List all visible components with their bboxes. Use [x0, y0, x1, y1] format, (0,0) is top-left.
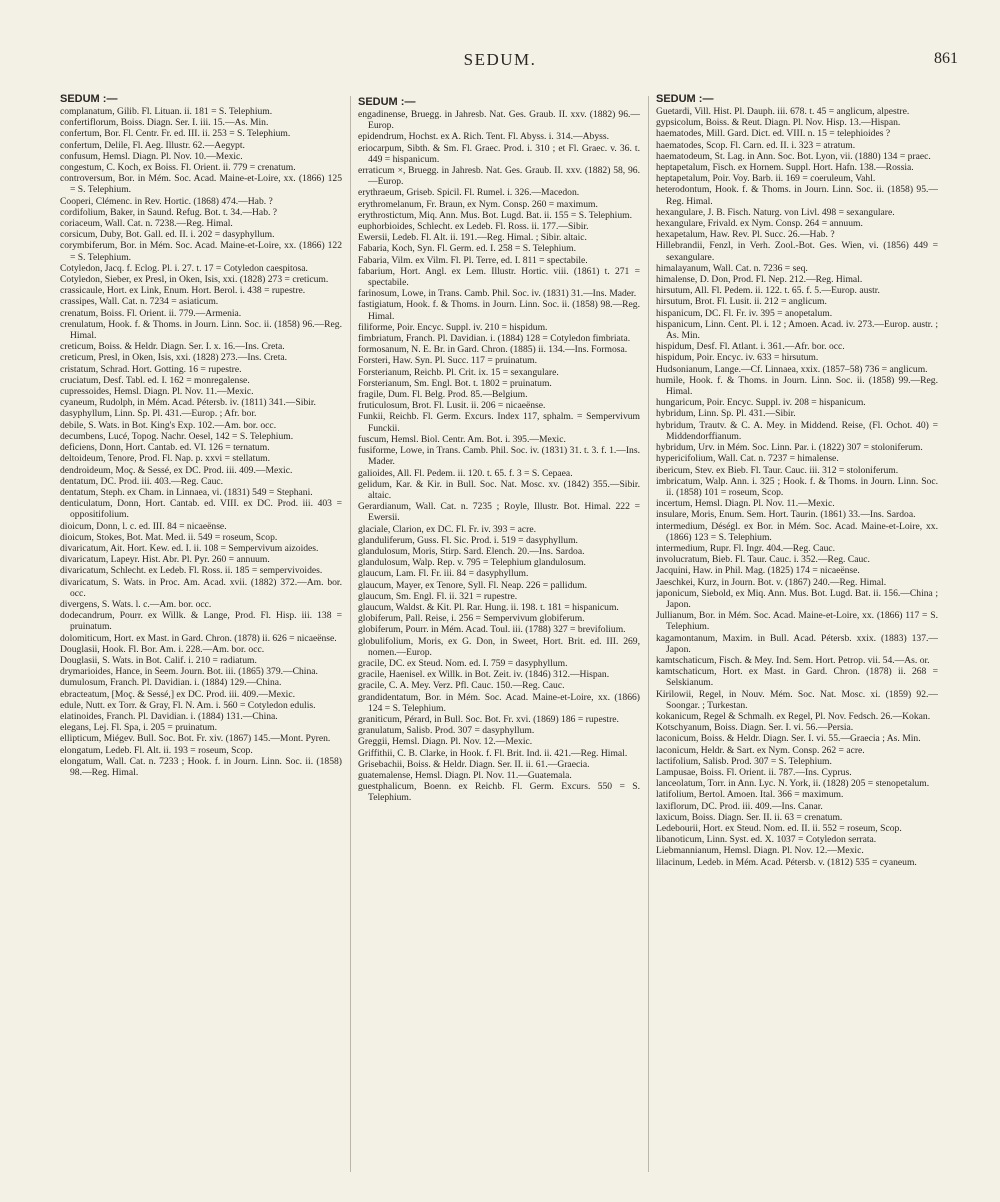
index-entry: hexangulare, Frivald. ex Nym. Consp. 264 = annuum. [656, 218, 863, 230]
index-entry: glaciale, Clarion, ex DC. Fl. Fr. iv. 393 = acre. [358, 523, 536, 535]
index-entry: cordifolium, Baker, in Saund. Refug. Bot. t. 34.—Hab. ? [60, 206, 278, 218]
index-entry: creticum, Boiss. & Heldr. Diagn. Ser. I. x. 16.—Ins. Creta. [60, 341, 285, 353]
index-entry: filiforme, Poir. Encyc. Suppl. iv. 210 = hispidum. [358, 321, 548, 333]
index-entry: denticulatum, Donn, Hort. Cantab. ed. VIII. ex DC. Prod. iii. 403 = oppositifolium. [60, 498, 342, 521]
index-entry: haematodes, Mill. Gard. Dict. ed. VIII. n. 15 = telephioides ? [656, 128, 891, 140]
index-entry: hybridum, Linn. Sp. Pl. 431.—Sibir. [656, 408, 796, 420]
index-entry: Forsterianum, Sm. Engl. Bot. t. 1802 = pruinatum. [358, 377, 552, 389]
index-entry: Funkii, Reichb. Fl. Germ. Excurs. Index 117, sphalm. = Sempervivum Funckii. [358, 411, 640, 434]
index-entry: fragile, Dum. Fl. Belg. Prod. 85.—Belgium. [358, 389, 528, 401]
column-divider [648, 96, 649, 1172]
index-entry: deltoideum, Tenore, Prod. Fl. Nap. p. xxvi = stellatum. [60, 453, 271, 465]
index-entry: fimbriatum, Franch. Pl. Davidian. i. (1884) 128 = Cotyledon fimbriata. [358, 333, 631, 345]
index-entry: farinosum, Lowe, in Trans. Camb. Phil. Soc. iv. (1831) 31.—Ins. Mader. [358, 288, 637, 300]
entry-list [656, 106, 938, 868]
index-entry: Fabaria, Vilm. ex Vilm. Fl. Pl. Terre, ed. I. 811 = spectabile. [358, 254, 588, 266]
index-entry: Gerardianum, Wall. Cat. n. 7235 ; Royle, Illustr. Bot. Himal. 222 = Ewersii. [358, 501, 640, 524]
index-entry: glaucum, Waldst. & Kit. Pl. Rar. Hung. ii. 198. t. 181 = hispanicum. [358, 601, 619, 613]
index-entry: erythromelanum, Fr. Braun, ex Nym. Consp. 260 = maximum. [358, 198, 598, 210]
index-entry: Douglasii, S. Wats. in Bot. Calif. i. 210 = radiatum. [60, 654, 257, 666]
index-entry: Cooperi, Clémenc. in Rev. Hortic. (1868) 474.—Hab. ? [60, 195, 273, 207]
index-entry: laconicum, Boiss. & Heldr. Diagn. Ser. I. vi. 55.—Graecia ; As. Min. [656, 733, 921, 745]
index-entry: himalense, D. Don, Prod. Fl. Nep. 212.—Reg. Himal. [656, 274, 863, 286]
index-entry: gracile, DC. ex Steud. Nom. ed. I. 759 = dasyphyllum. [358, 657, 568, 669]
index-entry: crenulatum, Hook. f. & Thoms. in Journ. Linn. Soc. ii. (1858) 96.—Reg. Himal. [60, 318, 342, 342]
index-entry: creticum, Presl, in Oken, Isis, xxi. (1828) 273.—Ins. Creta. [60, 352, 288, 364]
index-entry: granulatum, Salisb. Prod. 307 = dasyphyllum. [358, 725, 535, 737]
index-entry: elongatum, Wall. Cat. n. 7233 ; Hook. f. in Journ. Linn. Soc. ii. (1858) 98.—Reg. Himal. [60, 755, 342, 778]
index-entry: gracile, C. A. Mey. Verz. Pfl. Cauc. 150.—Reg. Cauc. [358, 680, 565, 692]
index-entry: dodecandrum, Pourr. ex Willk. & Lange, Prod. Fl. Hisp. iii. 138 = pruinatum. [60, 610, 342, 633]
index-entry: divaricatum, S. Wats. in Proc. Am. Acad. xvii. (1882) 372.—Am. bor. occ. [60, 576, 342, 599]
index-entry: euphorbioides, Schlecht. ex Ledeb. Fl. Ross. ii. 177.—Sibir. [358, 221, 589, 233]
index-entry: dendroideum, Moç. & Sessé, ex DC. Prod. iii. 409.—Mexic. [60, 464, 293, 476]
index-entry: confusum, Hemsl. Diagn. Pl. Nov. 10.—Mexic. [60, 150, 243, 162]
index-entry: confertiflorum, Boiss. Diagn. Ser. I. iii. 15.—As. Min. [60, 117, 269, 129]
index-entry: erraticum ×, Bruegg. in Jahresb. Nat. Ges. Graub. II. xxv. (1882) 58, 96.—Europ. [358, 165, 640, 188]
index-entry: globiferum, Pall. Reise, i. 256 = Sempervivum globiferum. [358, 613, 585, 625]
index-entry: lanceolatum, Torr. in Ann. Lyc. N. York, ii. (1828) 205 = stenopetalum. [656, 778, 930, 790]
index-entry: Cotyledon, Sieber, ex Presl, in Oken, Isis, xxi. (1828) 273 = creticum. [60, 274, 329, 286]
index-entry: cupressoides, Hemsl. Diagn. Pl. Nov. 11.—Mexic. [60, 386, 254, 398]
index-entry: Jaeschkei, Kurz, in Journ. Bot. v. (1867) 240.—Reg. Himal. [656, 576, 887, 588]
index-entry: incertum, Hemsl. Diagn. Pl. Nov. 11.—Mexic. [656, 498, 835, 510]
index-entry: insulare, Moris, Enum. Sem. Hort. Taurin. (1861) 33.—Ins. Sardoa. [656, 509, 916, 521]
index-entry: Ledebourii, Hort. ex Steud. Nom. ed. II. ii. 552 = roseum, Scop. [656, 823, 902, 834]
index-entry: crassicaule, Hort. ex Link, Enum. Hort. Berol. i. 438 = rupestre. [60, 285, 306, 297]
index-entry: cyaneum, Rudolph, in Mém. Acad. Pétersb. iv. (1811) 341.—Sibir. [60, 397, 316, 409]
running-head [0, 50, 1000, 74]
index-entry: confertum, Bor. Fl. Centr. Fr. ed. III. ii. 253 = S. Telephium. [60, 128, 291, 140]
index-entry: himalayanum, Wall. Cat. n. 7236 = seq. [656, 262, 808, 274]
index-entry: Forsterianum, Reichb. Pl. Crit. ix. 15 = sexangulare. [358, 366, 559, 378]
index-entry: elongatum, Ledeb. Fl. Alt. ii. 193 = roseum, Scop. [60, 744, 253, 756]
index-entry: crassipes, Wall. Cat. n. 7234 = asiaticum. [60, 296, 219, 308]
entry-list [358, 109, 640, 804]
index-entry: Douglasii, Hook. Fl. Bor. Am. i. 228.—Am. bor. occ. [60, 643, 265, 655]
index-entry: ellipticum, Miégev. Bull. Soc. Bot. Fr. xiv. (1867) 145.—Mont. Pyren. [60, 733, 331, 745]
index-entry: complanatum, Gilib. Fl. Lituan. ii. 181 = S. Telephium. [60, 106, 273, 117]
index-entry: heptapetalum, Fisch. ex Hornem. Suppl. Hort. Hafn. 138.—Rossia. [656, 162, 914, 174]
index-entry: galioides, All. Fl. Pedem. ii. 120. t. 65. f. 3 = S. Cepaea. [358, 467, 573, 479]
index-entry: ibericum, Stev. ex Bieb. Fl. Taur. Cauc. iii. 312 = stoloniferum. [656, 464, 899, 476]
index-entry: elatinoides, Franch. Pl. Davidian. i. (1884) 131.—China. [60, 710, 278, 722]
index-entry: hispanicum, DC. Fl. Fr. iv. 395 = anopetalum. [656, 307, 833, 319]
index-entry: imbricatum, Walp. Ann. i. 325 ; Hook. f. & Thoms. in Journ. Linn. Soc. ii. (1858) 101 = roseum, Scop. [656, 475, 938, 498]
index-entry: glaucum, Lam. Fl. Fr. iii. 84 = dasyphyllum. [358, 568, 529, 580]
index-column-3 [656, 93, 938, 1174]
index-entry: Greggii, Hemsl. Diagn. Pl. Nov. 12.—Mexic. [358, 736, 533, 748]
index-entry: cruciatum, Desf. Tabl. ed. I. 162 = monregalense. [60, 374, 250, 386]
index-entry: laconicum, Heldr. & Sart. ex Nym. Consp. 262 = acre. [656, 744, 865, 756]
index-entry: hybridum, Urv. in Mém. Soc. Linn. Par. i. (1822) 307 = stoloniferum. [656, 442, 923, 454]
index-entry: gelidum, Kar. & Kir. in Bull. Soc. Nat. Mosc. xv. (1842) 355.—Sibir. altaic. [358, 478, 640, 501]
index-entry: haematodeum, St. Lag. in Ann. Soc. Bot. Lyon, vii. (1880) 134 = praec. [656, 150, 931, 162]
index-entry: lilacinum, Ledeb. in Mém. Acad. Pétersb. v. (1812) 535 = cyaneum. [656, 856, 917, 868]
page-number: 861 [934, 50, 958, 67]
index-entry: debile, S. Wats. in Bot. King's Exp. 102.—Am. bor. occ. [60, 419, 277, 431]
genus-heading: SEDUM :— [656, 93, 714, 105]
index-entry: graniticum, Pérard, in Bull. Soc. Bot. Fr. xvi. (1869) 186 = rupestre. [358, 713, 619, 725]
index-entry: guatemalense, Hemsl. Diagn. Pl. Nov. 11.—Guatemala. [358, 769, 572, 781]
index-entry: Jacquini, Haw. in Phil. Mag. (1825) 174 = nicaeënse. [656, 565, 860, 577]
index-entry: hirsutum, All. Fl. Pedem. ii. 122. t. 65. f. 5.—Europ. austr. [656, 285, 880, 297]
index-entry: kokanicum, Regel & Schmalh. ex Regel, Pl. Nov. Fedsch. 26.—Kokan. [656, 710, 931, 722]
index-entry: glandulosum, Moris, Stirp. Sard. Elench. 20.—Ins. Sardoa. [358, 545, 585, 557]
index-entry: drymarioides, Hance, in Seem. Journ. Bot. iii. (1865) 379.—China. [60, 666, 318, 678]
running-title: SEDUM. [463, 50, 537, 69]
index-entry: kamtschaticum, Hort. ex Mast. in Gard. Chron. (1878) ii. 268 = Selskianum. [656, 666, 938, 689]
index-entry: Ewersii, Ledeb. Fl. Alt. ii. 191.—Reg. Himal. ; Sibir. altaic. [358, 232, 587, 244]
index-entry: libanoticum, Linn. Syst. ed. X. 1037 = Cotyledon serrata. [656, 834, 877, 846]
index-entry: crenatum, Boiss. Fl. Orient. ii. 779.—Armenia. [60, 307, 242, 319]
index-entry: lactifolium, Salisb. Prod. 307 = S. Telephium. [656, 755, 832, 767]
index-entry: dentatum, Steph. ex Cham. in Linnaea, vi. (1831) 549 = Stephani. [60, 486, 313, 498]
index-entry: fusiforme, Lowe, in Trans. Camb. Phil. Soc. iv. (1831) 31. t. 3. f. 1.—Ins. Mader. [358, 445, 640, 468]
index-entry: glandulosum, Walp. Rep. v. 795 = Telephium glandulosum. [358, 557, 586, 569]
index-entry: japonicum, Siebold, ex Miq. Ann. Mus. Bot. Lugd. Bat. ii. 156.—China ; Japon. [656, 587, 938, 610]
index-entry: Grisebachii, Boiss. & Heldr. Diagn. Ser. II. ii. 61.—Graecia. [358, 758, 590, 770]
index-entry: eriocarpum, Sibth. & Sm. Fl. Graec. Prod. i. 310 ; et Fl. Graec. v. 36. t. 449 = hispanicum. [358, 142, 640, 165]
column-divider [350, 96, 351, 1172]
index-entry: kagamontanum, Maxim. in Bull. Acad. Pétersb. xxix. (1883) 137.—Japon. [656, 632, 938, 655]
index-entry: cristatum, Schrad. Hort. Gotting. 16 = rupestre. [60, 363, 242, 375]
index-entry: globiferum, Pourr. in Mém. Acad. Toul. iii. (1788) 327 = brevifolium. [358, 624, 626, 636]
index-entry: corymbiferum, Bor. in Mém. Soc. Acad. Maine-et-Loire, xx. (1866) 122 = S. Telephium. [60, 240, 342, 263]
index-entry: divaricatum, Ait. Hort. Kew. ed. I. ii. 108 = Sempervivum aizoides. [60, 542, 319, 554]
index-entry: intermedium, Déségl. ex Bor. in Mém. Soc. Acad. Maine-et-Loire, xx. (1866) 123 = S. Telephium. [656, 520, 938, 543]
index-entry: fastigiatum, Hook. f. & Thoms. in Journ. Linn. Soc. ii. (1858) 98.—Reg. Himal. [358, 299, 640, 322]
index-entry: hungaricum, Poir. Encyc. Suppl. iv. 208 = hispanicum. [656, 397, 866, 409]
index-entry: deficiens, Donn, Hort. Cantab. ed. VI. 126 = ternatum. [60, 442, 270, 454]
index-entry: guestphalicum, Boenn. ex Reichb. Fl. Germ. Excurs. 550 = S. Telephium. [358, 781, 640, 804]
index-entry: intermedium, Rupr. Fl. Ingr. 404.—Reg. Cauc. [656, 542, 836, 554]
index-entry: dioicum, Donn, l. c. ed. III. 84 = nicaeënse. [60, 520, 227, 532]
index-entry: divaricatum, Lapeyr. Hist. Abr. Pl. Pyr. 260 = annuum. [60, 554, 270, 566]
index-entry: erythraeum, Griseb. Spicil. Fl. Rumel. i. 326.—Macedon. [358, 187, 580, 199]
entry-list [60, 106, 342, 778]
index-entry: dasyphyllum, Linn. Sp. Pl. 431.—Europ. ; Afr. bor. [60, 408, 257, 420]
index-entry: divergens, S. Wats. l. c.—Am. bor. occ. [60, 598, 212, 610]
index-entry: gypsicolum, Boiss. & Reut. Diagn. Pl. Nov. Hisp. 13.—Hispan. [656, 117, 901, 129]
index-entry: formosanum, N. E. Br. in Gard. Chron. (1885) ii. 134.—Ins. Formosa. [358, 344, 628, 356]
index-entry: gracile, Haenisel. ex Willk. in Bot. Zeit. iv. (1846) 312.—Hispan. [358, 669, 610, 681]
index-entry: coriaceum, Wall. Cat. n. 7238.—Reg. Himal. [60, 218, 233, 230]
index-entry: hexangulare, J. B. Fisch. Naturg. von Livl. 498 = sexangulare. [656, 206, 895, 218]
index-entry: Kirilowii, Regel, in Nouv. Mém. Soc. Nat. Mosc. xi. (1859) 92.—Soongar. ; Turkestan. [656, 688, 938, 711]
index-entry: hybridum, Trautv. & C. A. Mey. in Middend. Reise, (Fl. Ochot. 40) = Middendorffianum. [656, 419, 938, 442]
index-entry: elegans, Lej. Fl. Spa, i. 205 = pruinatum. [60, 722, 218, 734]
index-entry: controversum, Bor. in Mém. Soc. Acad. Maine-et-Loire, xx. (1866) 125 = S. Telephium. [60, 173, 342, 196]
index-entry: fuscum, Hemsl. Biol. Centr. Am. Bot. i. 395.—Mexic. [358, 433, 566, 445]
index-entry: glaucum, Sm. Engl. Fl. ii. 321 = rupestre. [358, 590, 518, 602]
index-entry: Guetardi, Vill. Hist. Pl. Dauph. iii. 678. t. 45 = anglicum, alpestre. [656, 106, 910, 117]
index-entry: Griffithii, C. B. Clarke, in Hook. f. Fl. Brit. Ind. ii. 421.—Reg. Himal. [358, 747, 628, 759]
index-entry: Jullianum, Bor. in Mém. Soc. Acad. Maine-et-Loire, xx. (1866) 117 = S. Telephium. [656, 610, 938, 633]
index-entry: Hillebrandii, Fenzl, in Verh. Zool.-Bot. Ges. Wien, vi. (1856) 449 = sexangulare. [656, 240, 938, 263]
index-entry: involucratum, Bieb. Fl. Taur. Cauc. i. 352.—Reg. Cauc. [656, 554, 870, 566]
index-entry: Forsteri, Haw. Syn. Pl. Succ. 117 = pruinatum. [358, 355, 537, 367]
index-entry: heptapetalum, Poir. Voy. Barb. ii. 169 = coeruleum, Vahl. [656, 173, 876, 185]
index-entry: dioicum, Stokes, Bot. Mat. Med. ii. 549 = roseum, Scop. [60, 531, 278, 543]
index-entry: hirsutum, Brot. Fl. Lusit. ii. 212 = anglicum. [656, 296, 827, 308]
index-entry: Fabaria, Koch, Syn. Fl. Germ. ed. I. 258 = S. Telephium. [358, 243, 576, 255]
index-entry: grandidentatum, Bor. in Mém. Soc. Acad. Maine-et-Loire, xx. (1866) 124 = S. Telephium. [358, 691, 640, 714]
index-entry: Kotschyanum, Boiss. Diagn. Ser. I. vi. 56.—Persia. [656, 722, 854, 734]
index-entry: edule, Nutt. ex Torr. & Gray, Fl. N. Am. i. 560 = Cotyledon edulis. [60, 699, 316, 711]
index-entry: hispidum, Desf. Fl. Atlant. i. 361.—Afr. bor. occ. [656, 341, 845, 353]
index-entry: laxicum, Boiss. Diagn. Ser. II. ii. 63 = crenatum. [656, 811, 843, 823]
index-entry: erythrostictum, Miq. Ann. Mus. Bot. Lugd. Bat. ii. 155 = S. Telephium. [358, 209, 632, 221]
index-entry: humile, Hook. f. & Thoms. in Journ. Linn. Soc. ii. (1858) 99.—Reg. Himal. [656, 374, 938, 398]
index-entry: hispidum, Poir. Encyc. iv. 633 = hirsutum. [656, 352, 819, 364]
index-entry: haematodes, Scop. Fl. Carn. ed. II. i. 323 = atratum. [656, 139, 856, 151]
index-entry: fabarium, Hort. Angl. ex Lem. Illustr. Hortic. viii. (1861) t. 271 = spectabile. [358, 265, 640, 289]
genus-heading: SEDUM :— [60, 93, 118, 105]
index-entry: latifolium, Bertol. Amoen. Ital. 366 = maximum. [656, 789, 844, 801]
index-entry: fruticulosum, Brot. Fl. Lusit. ii. 206 = nicaeënse. [358, 400, 546, 412]
index-entry: congestum, C. Koch, ex Boiss. Fl. Orient. ii. 779 = crenatum. [60, 162, 296, 174]
index-entry: dentatum, DC. Prod. iii. 403.—Reg. Cauc. [60, 475, 224, 487]
genus-heading: SEDUM :— [358, 96, 416, 108]
index-entry: confertum, Delile, Fl. Aeg. Illustr. 62.—Aegypt. [60, 139, 245, 151]
index-entry: laxiflorum, DC. Prod. iii. 409.—Ins. Canar. [656, 800, 823, 812]
index-entry: glaucum, Mayer, ex Tenore, Syll. Fl. Neap. 226 = pallidum. [358, 579, 588, 591]
index-entry: Hudsonianum, Lange.—Cf. Linnaea, xxix. (1857–58) 736 = anglicum. [656, 363, 928, 375]
index-column-1 [60, 93, 342, 1174]
index-entry: decumbens, Lucé, Topog. Nachr. Oesel, 142 = S. Telephium. [60, 430, 294, 442]
index-entry: ebracteatum, [Moç. & Sessé,] ex DC. Prod. iii. 409.—Mexic. [60, 688, 296, 700]
index-entry: Lampusae, Boiss. Fl. Orient. ii. 787.—Ins. Cyprus. [656, 766, 852, 778]
index-entry: epidendrum, Hochst. ex A. Rich. Tent. Fl. Abyss. i. 314.—Abyss. [358, 131, 609, 143]
index-entry: glanduliferum, Guss. Fl. Sic. Prod. i. 519 = dasyphyllum. [358, 534, 578, 546]
index-entry: hispanicum, Linn. Cent. Pl. i. 12 ; Amoen. Acad. iv. 273.—Europ. austr. ; As. Min. [656, 318, 938, 342]
index-entry: corsicum, Duby, Bot. Gall. ed. II. i. 202 = dasyphyllum. [60, 229, 275, 241]
index-entry: heterodontum, Hook. f. & Thoms. in Journ. Linn. Soc. ii. (1858) 95.—Reg. Himal. [656, 184, 938, 207]
index-entry: kamtschaticum, Fisch. & Mey. Ind. Sem. Hort. Petrop. vii. 54.—As. or. [656, 654, 930, 666]
index-entry: hexapetalum, Haw. Rev. Pl. Succ. 26.—Hab. ? [656, 229, 835, 241]
index-entry: divaricatum, Schlecht. ex Ledeb. Fl. Ross. ii. 185 = sempervivoides. [60, 565, 323, 577]
index-entry: Cotyledon, Jacq. f. Eclog. Pl. i. 27. t. 17 = Cotyledon caespitosa. [60, 262, 308, 274]
index-entry: dumulosum, Franch. Pl. Davidian. i. (1884) 129.—China. [60, 677, 282, 689]
index-entry: Liebmannianum, Hemsl. Diagn. Pl. Nov. 12.—Mexic. [656, 845, 864, 857]
index-entry: hypericifolium, Wall. Cat. n. 7237 = himalense. [656, 453, 839, 465]
index-entry: dolomiticum, Hort. ex Mast. in Gard. Chron. (1878) ii. 626 = nicaeënse. [60, 632, 337, 644]
index-entry: engadinense, Bruegg. in Jahresb. Nat. Ges. Graub. II. xxv. (1882) 96.—Europ. [358, 109, 640, 132]
index-column-2 [358, 96, 640, 1174]
index-entry: globulifolium, Moris, ex G. Don, in Sweet, Hort. Brit. ed. III. 269, nomen.—Europ. [358, 635, 640, 658]
